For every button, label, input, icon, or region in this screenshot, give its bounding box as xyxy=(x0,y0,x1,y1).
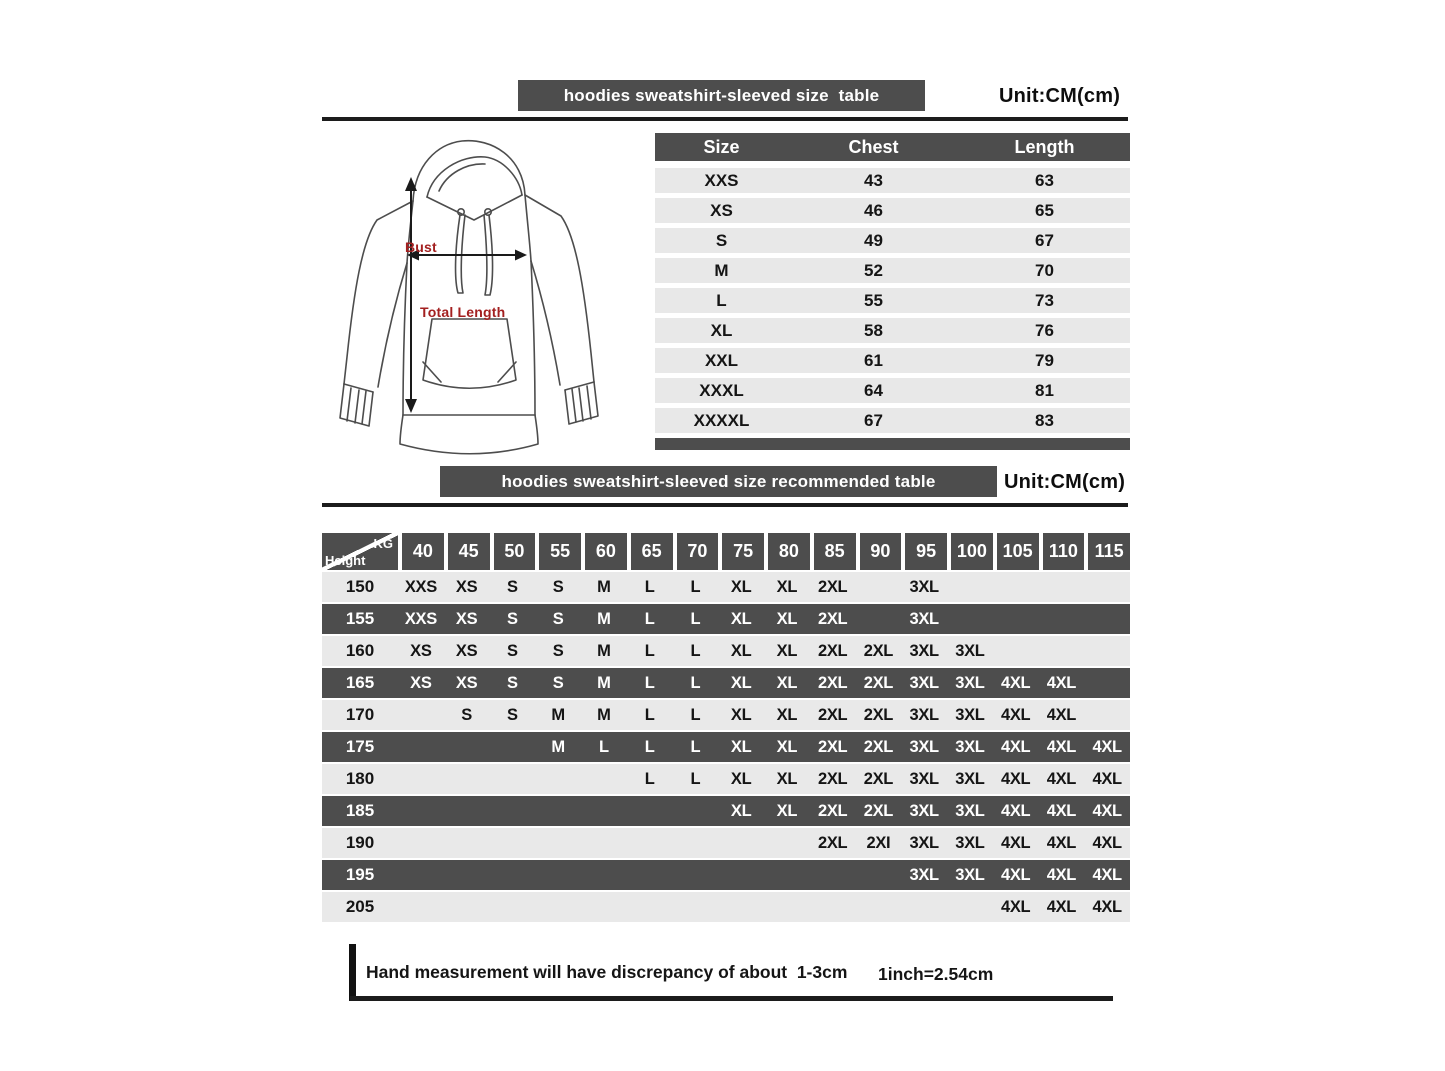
kg-axis-label: KG xyxy=(373,536,393,551)
size-rec-cell: L xyxy=(690,705,701,724)
size-rec-cell: 4XL xyxy=(1092,833,1122,852)
size-rec-cell: L xyxy=(598,737,609,756)
size-rec-cell: 3XL xyxy=(955,705,985,724)
size-table-row xyxy=(655,408,1130,433)
size-rec-cell: 2XL xyxy=(863,769,894,788)
size-rec-cell: 4XL xyxy=(1046,801,1077,820)
size-rec-cell: 2XL xyxy=(817,705,848,724)
recommended-table-body xyxy=(322,572,1130,922)
size-rec-cell: S xyxy=(507,641,518,660)
weight-header-cell: 45 xyxy=(448,533,490,570)
size-rec-cell: XL xyxy=(776,577,798,596)
size-rec-cell: 2XI xyxy=(866,833,891,852)
length-cell: 81 xyxy=(1035,380,1054,400)
size-rec-cell: 3XL xyxy=(955,801,985,820)
size-rec-cell: 2XL xyxy=(863,737,894,756)
size-rec-cell: 3XL xyxy=(955,833,985,852)
recommended-table-row xyxy=(322,732,1130,762)
bottom-rule xyxy=(350,996,1113,1001)
weight-header-cell: 90 xyxy=(860,533,902,570)
size-rec-cell: M xyxy=(597,609,611,628)
recommended-table-row xyxy=(322,796,1130,826)
size-rec-cell: XL xyxy=(776,641,798,660)
size-cell: XXXXL xyxy=(693,410,750,430)
size-rec-cell: 4XL xyxy=(1092,865,1122,884)
kg-height-corner-cell xyxy=(322,533,398,570)
chest-cell: 46 xyxy=(864,200,883,220)
size-rec-cell: L xyxy=(690,609,701,628)
chest-cell: 61 xyxy=(864,350,883,370)
size-rec-cell: L xyxy=(644,737,655,756)
size-table-footer-bar xyxy=(655,438,1130,450)
height-cell: 155 xyxy=(345,609,375,628)
chest-cell: 67 xyxy=(864,410,883,430)
recommended-table-row xyxy=(322,604,1130,634)
size-table-header xyxy=(655,133,1130,161)
size-table-row xyxy=(655,288,1130,313)
recommended-table-row xyxy=(322,572,1130,602)
height-cell: 150 xyxy=(345,577,375,596)
weight-column-headers xyxy=(398,533,1130,570)
size-rec-cell: XL xyxy=(730,609,752,628)
size-rec-cell: 4XL xyxy=(1092,737,1122,756)
weight-header-cell: 80 xyxy=(768,533,810,570)
hoodie-line-drawing xyxy=(335,133,605,458)
size-rec-cell: 2XL xyxy=(863,801,894,820)
height-cell: 195 xyxy=(345,865,375,884)
size-rec-cell: L xyxy=(644,577,655,596)
size-cell: XXXL xyxy=(699,380,744,400)
recommended-table-row xyxy=(322,700,1130,730)
size-rec-cell: 4XL xyxy=(1000,833,1031,852)
recommended-table-row xyxy=(322,636,1130,666)
size-rec-cell: 2XL xyxy=(817,769,848,788)
size-rec-cell: 3XL xyxy=(955,737,985,756)
size-rec-cell: XL xyxy=(776,769,798,788)
chest-cell: 52 xyxy=(864,260,883,280)
bust-measure-label: Bust xyxy=(405,239,437,255)
size-rec-cell: 3XL xyxy=(909,577,939,596)
column-header-chest: Chest xyxy=(848,136,899,157)
size-rec-cell: 3XL xyxy=(909,801,939,820)
length-cell: 76 xyxy=(1035,320,1054,340)
size-rec-cell: 2XL xyxy=(863,641,894,660)
size-rec-cell: M xyxy=(597,705,611,724)
size-rec-cell: L xyxy=(690,769,701,788)
height-axis-label: Height xyxy=(325,553,366,568)
size-rec-cell: 3XL xyxy=(909,769,939,788)
size-rec-cell: S xyxy=(507,609,518,628)
size-rec-cell: XS xyxy=(455,641,478,660)
size-table-title-bar xyxy=(518,80,925,111)
size-rec-cell: S xyxy=(552,673,564,692)
size-rec-cell: 2XL xyxy=(863,673,894,692)
size-rec-cell: 4XL xyxy=(1000,801,1031,820)
total-length-arrow xyxy=(405,177,417,413)
size-rec-cell: M xyxy=(597,641,611,660)
size-rec-cell: XXS xyxy=(404,609,437,628)
length-cell: 65 xyxy=(1035,200,1054,220)
size-rec-cell: 2XL xyxy=(817,641,848,660)
size-rec-cell: S xyxy=(507,673,518,692)
size-rec-cell: 3XL xyxy=(909,705,939,724)
size-table-row xyxy=(655,378,1130,403)
size-rec-cell: XL xyxy=(776,801,798,820)
size-rec-cell: XL xyxy=(730,737,752,756)
size-cell: L xyxy=(716,290,727,310)
size-rec-cell: S xyxy=(507,705,518,724)
size-rec-cell: 4XL xyxy=(1092,769,1122,788)
column-header-size: Size xyxy=(703,136,740,157)
chest-cell: 64 xyxy=(864,380,883,400)
size-rec-cell: 2XL xyxy=(817,737,848,756)
size-cell: XXS xyxy=(704,170,739,190)
height-cell: 180 xyxy=(345,769,375,788)
recommended-table-row xyxy=(322,860,1130,890)
size-rec-cell: XL xyxy=(776,609,798,628)
size-rec-cell: L xyxy=(690,737,701,756)
size-rec-cell: S xyxy=(552,577,564,596)
weight-header-cell: 50 xyxy=(494,533,536,570)
size-rec-cell: 4XL xyxy=(1000,705,1031,724)
recommended-table-row xyxy=(322,668,1130,698)
divider-1 xyxy=(322,117,1128,121)
weight-header-cell: 65 xyxy=(631,533,673,570)
size-rec-cell: 4XL xyxy=(1046,769,1077,788)
size-rec-cell: XL xyxy=(730,577,752,596)
size-rec-cell: XL xyxy=(730,641,752,660)
size-rec-cell: M xyxy=(597,673,611,692)
weight-header-cell: 75 xyxy=(722,533,764,570)
size-rec-cell: 4XL xyxy=(1000,737,1031,756)
size-rec-cell: XL xyxy=(776,673,798,692)
recommended-table-row xyxy=(322,892,1130,922)
length-cell: 73 xyxy=(1035,290,1054,310)
size-cell: XL xyxy=(710,320,733,340)
total-length-measure-label: Total Length xyxy=(420,304,506,320)
weight-header-cell: 110 xyxy=(1043,533,1085,570)
weight-header-cell: 40 xyxy=(402,533,444,570)
size-rec-cell: XL xyxy=(730,705,752,724)
length-cell: 63 xyxy=(1035,170,1054,190)
size-rec-cell: L xyxy=(644,769,655,788)
size-rec-cell: 2XL xyxy=(817,609,848,628)
size-rec-cell: L xyxy=(644,673,655,692)
size-table-row xyxy=(655,168,1130,193)
weight-header-cell: 105 xyxy=(997,533,1039,570)
size-rec-cell: 2XL xyxy=(863,705,894,724)
length-cell: 79 xyxy=(1035,350,1054,370)
size-rec-cell: XS xyxy=(455,609,478,628)
size-rec-cell: 3XL xyxy=(909,673,939,692)
weight-header-cell: 60 xyxy=(585,533,627,570)
size-rec-cell: L xyxy=(690,673,701,692)
recommended-table-header xyxy=(322,533,1130,570)
size-rec-cell: 4XL xyxy=(1000,865,1031,884)
height-cell: 175 xyxy=(345,737,375,756)
height-cell: 165 xyxy=(345,673,375,692)
size-rec-cell: 4XL xyxy=(1046,833,1077,852)
chest-cell: 55 xyxy=(864,290,883,310)
height-cell: 160 xyxy=(345,641,375,660)
size-table xyxy=(655,133,1130,450)
size-rec-cell: L xyxy=(690,577,701,596)
size-rec-cell: 3XL xyxy=(955,769,985,788)
size-rec-cell: 3XL xyxy=(909,737,939,756)
size-table-body xyxy=(655,168,1130,433)
unit-label-1: Unit:CM(cm) xyxy=(999,85,1121,107)
measurement-note: Hand measurement will have discrepancy of about 1-3cm xyxy=(366,962,848,982)
size-rec-cell: 3XL xyxy=(909,609,939,628)
size-rec-cell: M xyxy=(551,737,565,756)
weight-header-cell: 100 xyxy=(951,533,993,570)
size-table-row xyxy=(655,228,1130,253)
size-rec-cell: 4XL xyxy=(1046,673,1077,692)
size-rec-cell: 3XL xyxy=(909,865,939,884)
size-rec-cell: S xyxy=(461,705,472,724)
size-rec-cell: 3XL xyxy=(909,833,939,852)
size-rec-cell: XS xyxy=(410,641,432,660)
size-table-row xyxy=(655,258,1130,283)
recommended-table-row xyxy=(322,764,1130,794)
divider-2 xyxy=(322,503,1128,507)
size-rec-cell: XL xyxy=(776,737,798,756)
inch-conversion-note: 1inch=2.54cm xyxy=(878,964,994,984)
length-cell: 67 xyxy=(1035,230,1054,250)
length-cell: 83 xyxy=(1035,410,1054,430)
size-cell: XS xyxy=(710,200,733,220)
size-rec-cell: 4XL xyxy=(1046,705,1077,724)
size-rec-cell: 3XL xyxy=(955,641,985,660)
size-rec-cell: 4XL xyxy=(1092,801,1122,820)
size-rec-cell: 2XL xyxy=(817,833,848,852)
height-cell: 190 xyxy=(345,833,375,852)
size-table-row xyxy=(655,198,1130,223)
size-cell: S xyxy=(715,230,728,250)
unit-label-2: Unit:CM(cm) xyxy=(1004,471,1126,493)
size-table-row xyxy=(655,348,1130,373)
size-rec-cell: L xyxy=(644,609,655,628)
size-rec-cell: XL xyxy=(776,705,798,724)
weight-header-cell: 55 xyxy=(539,533,581,570)
note-left-bar xyxy=(349,944,356,1001)
recommended-table-title-bar xyxy=(440,466,997,497)
size-rec-cell: M xyxy=(551,705,565,724)
size-rec-cell: L xyxy=(690,641,701,660)
size-rec-cell: 2XL xyxy=(817,801,848,820)
weight-header-cell: 95 xyxy=(905,533,947,570)
size-rec-cell: M xyxy=(597,577,611,596)
chest-cell: 49 xyxy=(864,230,883,250)
size-rec-cell: XS xyxy=(455,577,478,596)
size-rec-cell: 4XL xyxy=(1046,737,1077,756)
size-rec-cell: 4XL xyxy=(1000,673,1031,692)
size-rec-cell: S xyxy=(552,641,564,660)
height-cell: 185 xyxy=(345,801,375,820)
size-rec-cell: 4XL xyxy=(1092,897,1122,916)
size-rec-cell: 4XL xyxy=(1000,769,1031,788)
size-rec-cell: 2XL xyxy=(817,673,848,692)
chest-cell: 58 xyxy=(864,320,883,340)
size-cell: M xyxy=(714,260,729,280)
size-rec-cell: S xyxy=(552,609,564,628)
size-rec-cell: 3XL xyxy=(955,673,985,692)
size-table-row xyxy=(655,318,1130,343)
size-rec-cell: 2XL xyxy=(817,577,848,596)
size-rec-cell: 4XL xyxy=(1046,897,1077,916)
size-rec-cell: XL xyxy=(730,801,752,820)
size-rec-cell: XXS xyxy=(404,577,437,596)
height-cell: 170 xyxy=(345,705,375,724)
length-cell: 70 xyxy=(1035,260,1054,280)
size-rec-cell: XS xyxy=(410,673,432,692)
size-rec-cell: L xyxy=(644,705,655,724)
recommended-table-row xyxy=(322,828,1130,858)
chest-cell: 43 xyxy=(864,170,883,190)
size-rec-cell: 4XL xyxy=(1000,897,1031,916)
size-table-title: hoodies sweatshirt-sleeved size table xyxy=(563,85,880,105)
size-rec-cell: 3XL xyxy=(955,865,985,884)
size-rec-cell: L xyxy=(644,641,655,660)
recommended-table xyxy=(322,533,1130,924)
size-rec-cell: XL xyxy=(730,769,752,788)
weight-header-cell: 70 xyxy=(677,533,719,570)
size-rec-cell: 4XL xyxy=(1046,865,1077,884)
weight-header-cell: 85 xyxy=(814,533,856,570)
column-header-length: Length xyxy=(1014,136,1075,157)
size-cell: XXL xyxy=(704,350,739,370)
weight-header-cell: 115 xyxy=(1088,533,1130,570)
size-rec-cell: 3XL xyxy=(909,641,939,660)
recommended-table-title: hoodies sweatshirt-sleeved size recommended table xyxy=(501,471,936,491)
height-cell: 205 xyxy=(345,897,375,916)
size-rec-cell: S xyxy=(507,577,518,596)
size-rec-cell: XS xyxy=(455,673,478,692)
size-rec-cell: XL xyxy=(730,673,752,692)
